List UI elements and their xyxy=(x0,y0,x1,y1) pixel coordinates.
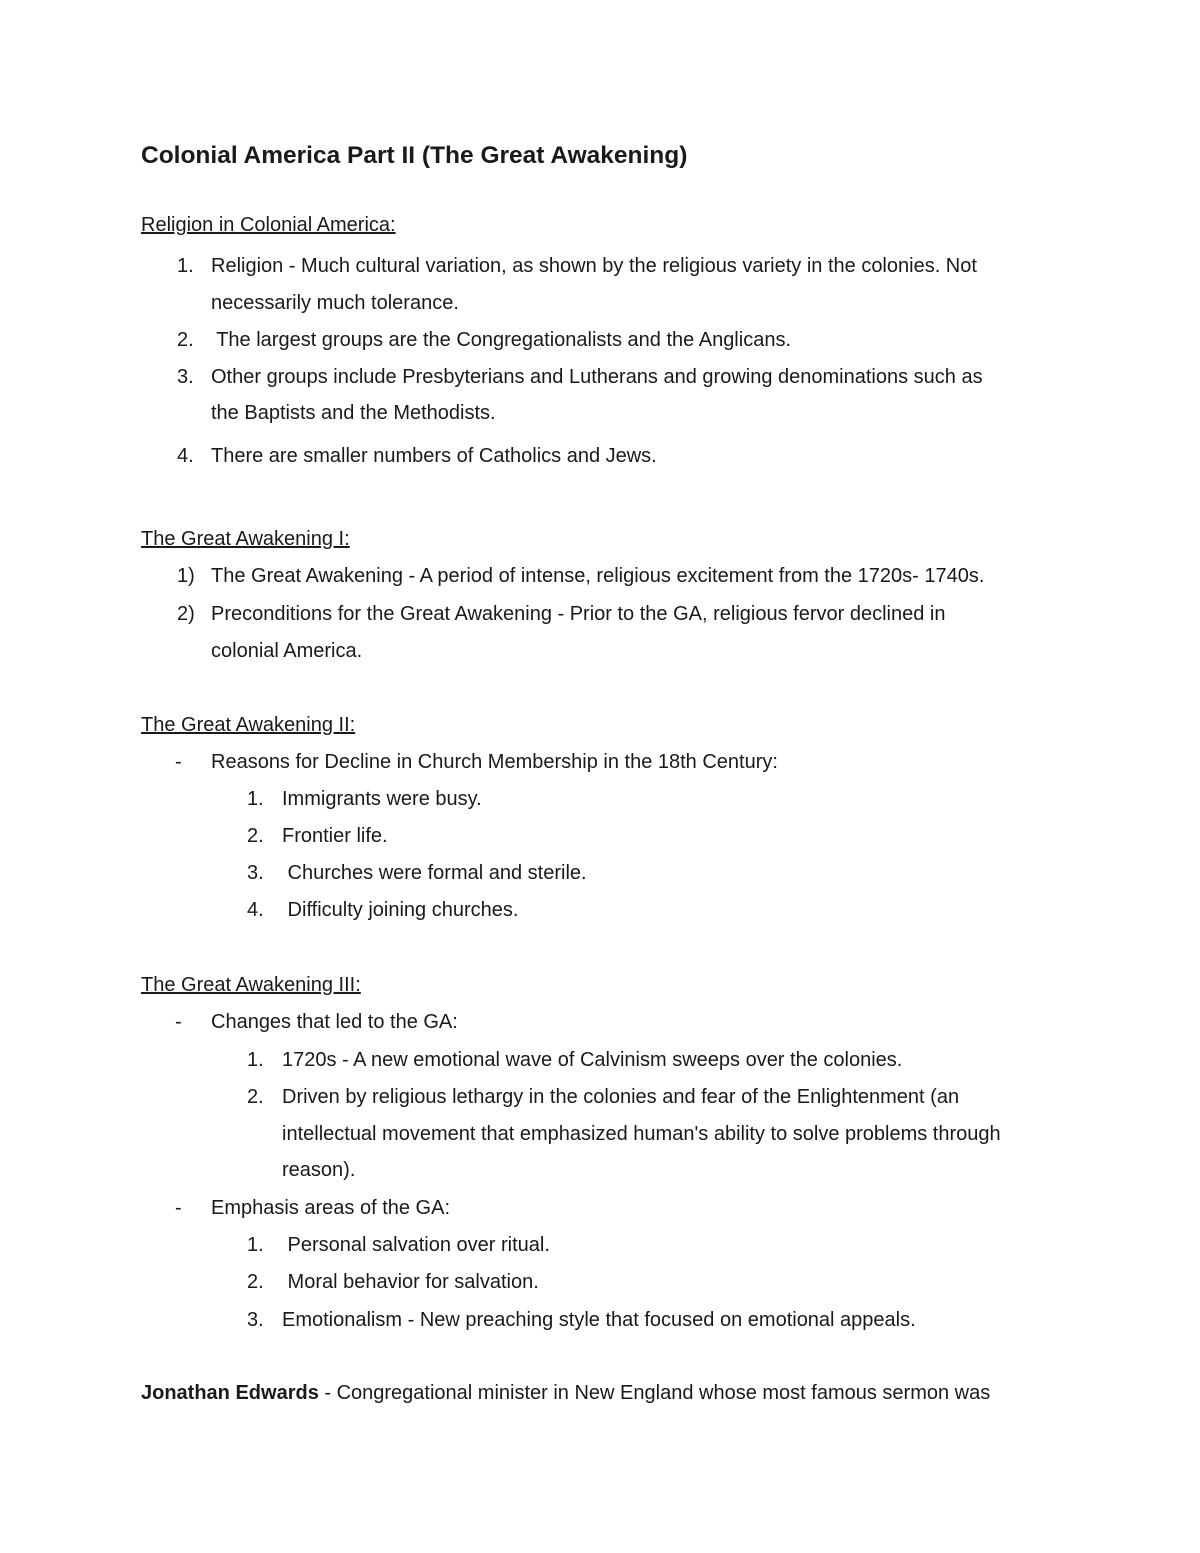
list-item-text: Frontier life. xyxy=(282,825,388,847)
section-heading-great-awakening-2: The Great Awakening II: xyxy=(141,714,356,736)
term-definition: - Congregational minister in New England whose most famous sermon was xyxy=(318,1382,991,1404)
list-item-text: There are smaller numbers of Catholics and Jews. xyxy=(211,445,657,467)
list-marker: 2. xyxy=(247,1086,264,1108)
bullet-text: Changes that led to the GA: xyxy=(211,1011,458,1033)
list-item-text: Religion - Much cultural variation, as shown by the religious variety in the colonies. Not xyxy=(211,255,977,277)
bullet-text: Emphasis areas of the GA: xyxy=(211,1197,451,1219)
list-item-text: The Great Awakening - A period of intense, religious excitement from the 1720s- 1740s. xyxy=(211,565,985,587)
term-jonathan-edwards: Jonathan Edwards xyxy=(141,1382,319,1404)
list-marker: 2. xyxy=(247,825,264,847)
list-item-text: intellectual movement that emphasized human's ability to solve problems through xyxy=(282,1123,1001,1145)
section-heading-religion: Religion in Colonial America: xyxy=(141,214,396,236)
bullet-marker: - xyxy=(175,1197,182,1219)
list-marker: 3. xyxy=(247,1309,264,1331)
final-paragraph xyxy=(141,1382,990,1405)
section-heading-great-awakening-1: The Great Awakening I: xyxy=(141,528,350,550)
list-item-text: Churches were formal and sterile. xyxy=(282,862,587,884)
list-marker: 2. xyxy=(247,1271,264,1293)
list-marker: 4. xyxy=(177,445,194,467)
list-marker: 1. xyxy=(247,1234,264,1256)
list-item-text: Driven by religious lethargy in the colonies and fear of the Enlightenment (an xyxy=(282,1086,960,1108)
list-item-text: Moral behavior for salvation. xyxy=(282,1271,539,1293)
list-marker: 3. xyxy=(177,366,194,388)
list-item-text: Other groups include Presbyterians and Lutherans and growing denominations such as xyxy=(211,366,983,388)
list-marker: 1. xyxy=(177,255,194,277)
list-item-text: colonial America. xyxy=(211,640,363,662)
document-title: Colonial America Part II (The Great Awakening) xyxy=(141,142,688,169)
list-marker: 1) xyxy=(177,565,195,587)
list-item-text: Preconditions for the Great Awakening - Prior to the GA, religious fervor declined in xyxy=(211,603,946,625)
bullet-marker: - xyxy=(175,1011,182,1033)
list-marker: 1. xyxy=(247,788,264,810)
list-item-text: reason). xyxy=(282,1159,356,1181)
list-item-text: 1720s - A new emotional wave of Calvinism sweeps over the colonies. xyxy=(282,1049,903,1071)
list-marker: 3. xyxy=(247,862,264,884)
list-item-text: Personal salvation over ritual. xyxy=(282,1234,550,1256)
section-heading-great-awakening-3: The Great Awakening III: xyxy=(141,974,361,996)
list-marker: 2) xyxy=(177,603,195,625)
bullet-marker: - xyxy=(175,751,182,773)
list-item-text: The largest groups are the Congregationalists and the Anglicans. xyxy=(211,329,791,351)
bullet-text: Reasons for Decline in Church Membership in the 18th Century: xyxy=(211,751,778,773)
list-item-text: Emotionalism - New preaching style that focused on emotional appeals. xyxy=(282,1309,916,1331)
list-item-text: Immigrants were busy. xyxy=(282,788,482,810)
list-item-text: Difficulty joining churches. xyxy=(282,899,519,921)
list-item-text: necessarily much tolerance. xyxy=(211,292,459,314)
list-item-text: the Baptists and the Methodists. xyxy=(211,402,496,424)
list-marker: 4. xyxy=(247,899,264,921)
list-marker: 2. xyxy=(177,329,194,351)
list-marker: 1. xyxy=(247,1049,264,1071)
